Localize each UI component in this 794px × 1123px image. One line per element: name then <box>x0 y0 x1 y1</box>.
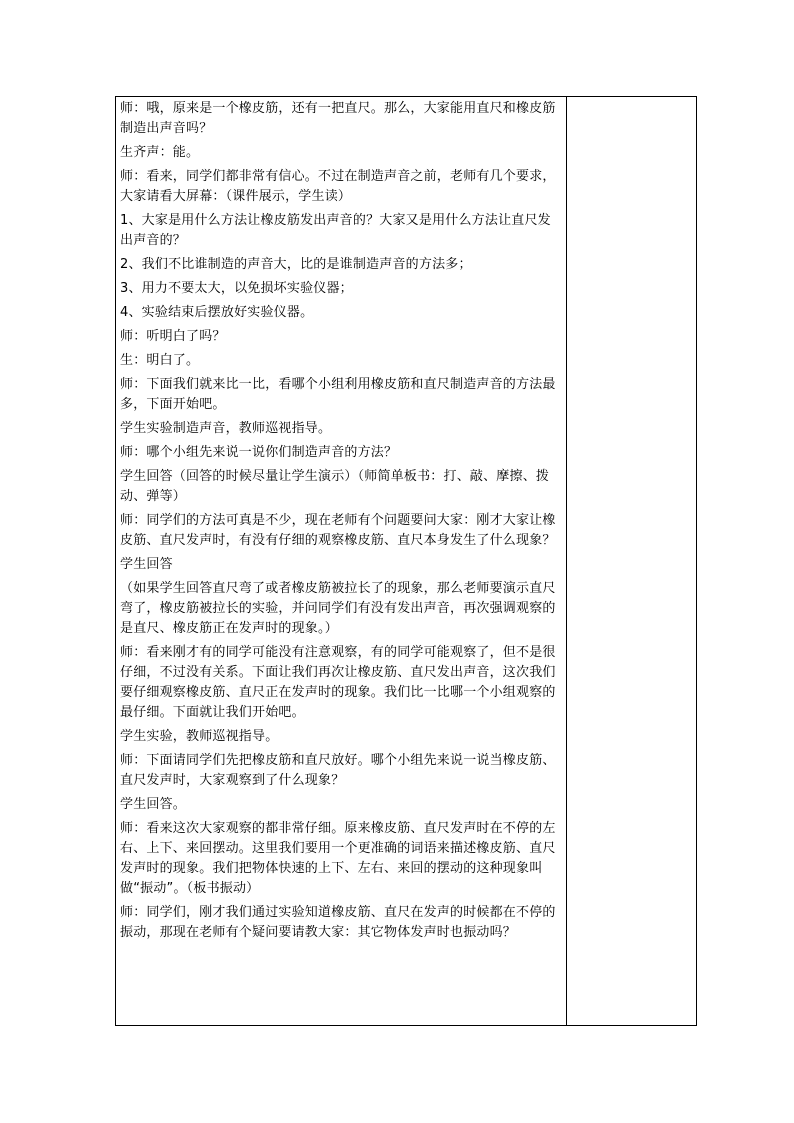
paragraph: 师：同学们的方法可真是不少，现在老师有个问题要问大家：刚才大家让橡皮筋、直尺发声时，有没有仔细的观察橡皮筋、直尺本身发生了什么现象？ <box>120 513 556 548</box>
paragraph: 师：下面请同学们先把橡皮筋和直尺放好。哪个小组先来说一说当橡皮筋、直尺发声时，大家观察到了什么现象？ <box>120 753 556 788</box>
paragraph: 师：看来刚才有的同学可能没有注意观察，有的同学可能观察了，但不是很仔细，不过没有关系。下面让我们再次让橡皮筋、直尺发出声音，这次我们要仔细观察橡皮筋、直尺正在发声时的现象。我们比一比哪一个小组观察的最仔细。下面就让我们开始吧。 <box>120 645 556 720</box>
paragraph: 学生回答（回答的时候尽量让学生演示）（师简单板书：打、敲、摩擦、拨动、弹等） <box>120 469 550 504</box>
lesson-table <box>115 96 697 1026</box>
paragraph: （如果学生回答直尺弯了或者橡皮筋被拉长了的现象，那么老师要演示直尺弯了，橡皮筋被拉长的实验，并问同学们有没有发出声音，再次强调观察的是直尺、橡皮筋正在发声时的现象。） <box>120 581 556 636</box>
paragraph: 师：哦，原来是一个橡皮筋，还有一把直尺。那么，大家能用直尺和橡皮筋制造出声音吗？ <box>120 101 556 136</box>
paragraph: 师：看来，同学们都非常有信心。不过在制造声音之前，老师有几个要求，大家请看大屏幕：（课件展示，学生读） <box>120 169 556 204</box>
paragraph: 生齐声：能。 <box>120 145 200 160</box>
paragraph: 3、用力不要太大，以免损坏实验仪器； <box>120 281 353 296</box>
paragraph: 1、大家是用什么方法让橡皮筋发出声音的？大家又是用什么方法让直尺发出声音的？ <box>120 213 551 248</box>
paragraph: 师：听明白了吗？ <box>120 329 226 344</box>
paragraph: 师：同学们，刚才我们通过实验知道橡皮筋、直尺在发声的时候都在不停的振动，那现在老师有个疑问要请教大家：其它物体发声时也振动吗？ <box>120 905 556 940</box>
paragraph: 学生实验，教师巡视指导。 <box>120 729 279 744</box>
paragraph: 生：明白了。 <box>120 353 200 368</box>
lesson-content-cell <box>116 97 566 1025</box>
paragraph: 学生回答。 <box>120 797 187 812</box>
paragraph: 2、我们不比谁制造的声音大，比的是谁制造声音的方法多； <box>120 257 472 272</box>
paragraph: 4、实验结束后摆放好实验仪器。 <box>120 305 314 320</box>
notes-cell <box>567 97 696 1025</box>
paragraph: 学生实验制造声音，教师巡视指导。 <box>120 421 332 436</box>
paragraph: 师：下面我们就来比一比，看哪个小组利用橡皮筋和直尺制造声音的方法最多，下面开始吧。 <box>120 377 556 412</box>
paragraph: 师：看来这次大家观察的都非常仔细。原来橡皮筋、直尺发声时在不停的左右、上下、来回摆动。这里我们要用一个更准确的词语来描述橡皮筋、直尺发声时的现象。我们把物体快速的上下、左右、来回的摆动的这种现象叫做“振动”。（板书振动） <box>120 821 556 896</box>
paragraph: 师：哪个小组先来说一说你们制造声音的方法？ <box>120 445 398 460</box>
paragraph: 学生回答 <box>120 557 173 572</box>
